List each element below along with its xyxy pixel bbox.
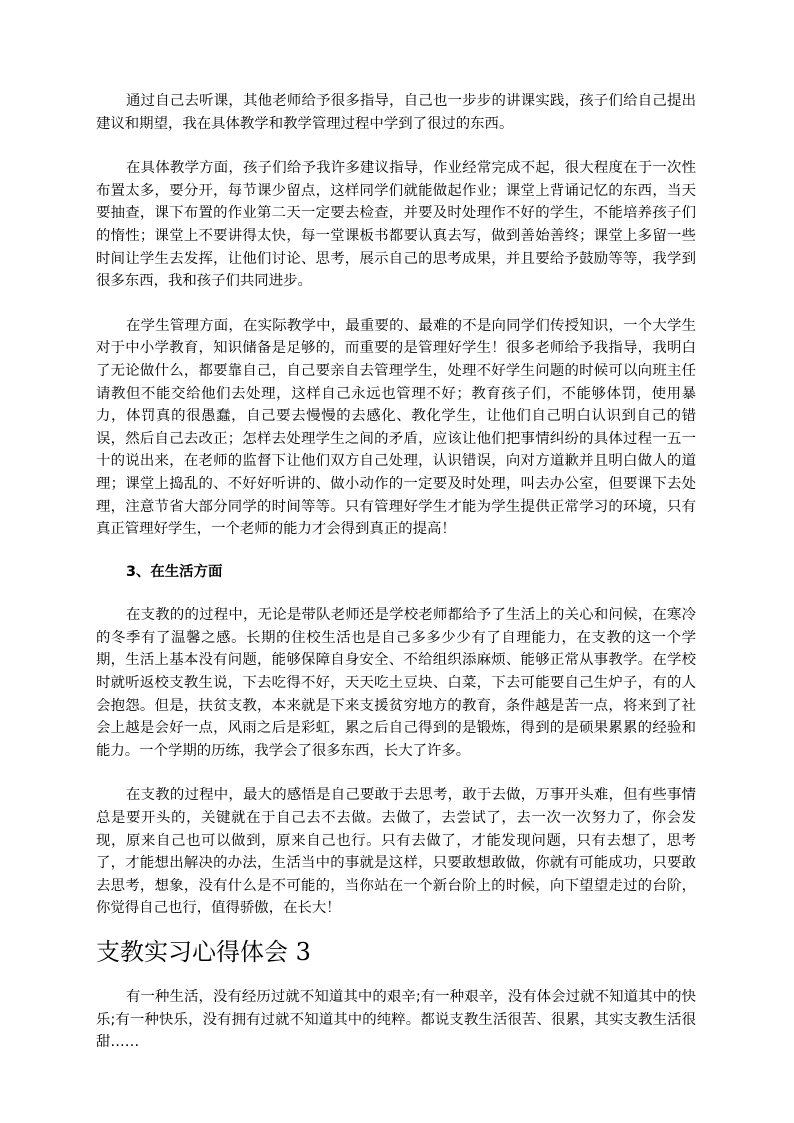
document-page xyxy=(96,90,696,1054)
paragraph-insight: 在支教的过程中，最大的感悟是自己要敢于去思考，敢于去做，万事开头难，但有些事情总是要开头的，关键就在于自己去不去做。去做了，去尝试了，去一次一次努力了，你会发现，原来自己也可以做到，原来自己也行。只有去做了，才能发现问题，只有去想了，思考了，才能想出解决的办法，生活当中的事就是这样，只要敢想敢做，你就有可能成功，只要敢去思考，想象，没有什么是不可能的，当你站在一个新台阶上的时候，向下望望走过的台阶，你觉得自己也行，值得骄傲，在长大！ xyxy=(96,787,696,917)
paragraph-life-care: 在支教的的过程中，无论是带队老师还是学校老师都给予了生活上的关心和问候，在寒冷的冬季有了温馨之感。长期的住校生活也是自己多多少少有了自理能力，在支教的这一个学期，生活上基本没有问题，能够保障自身安全、不给组织添麻烦、能够正常从事教学。在学校时就听返校支教生说，下去吃得不好，天天吃土豆块、白菜，下去可能要自己生炉子，有的人会抱怨。但是，扶贫支教，本来就是下来支援贫穷地方的教育，条件越是苦一点，将来到了社会上越是会好一点，风雨之后是彩虹，累之后自己得到的是锻炼，得到的是硕果累累的经验和能力。一个学期的历练，我学会了很多东西，长大了许多。 xyxy=(96,607,696,759)
section-subheading-life: 3、在生活方面 xyxy=(126,563,223,580)
section-heading-experience-3: 支教实习心得体会 3 xyxy=(96,938,311,966)
paragraph-teaching-aspect: 在具体教学方面，孩子们给予我许多建议指导，作业经常完成不起，很大程度在于一次性布置太多，要分开，每节课少留点，这样同学们就能做起作业；课堂上背诵记忆的东西，当天要抽查，课下布置的作业第二天一定要去检查，并要及时处理作不好的学生，不能培养孩子们的惰性；课堂上不要讲得太快，每一堂课板书都要认真去写，做到善始善终；课堂上多留一些时间让学生去发挥，让他们讨论、思考，展示自己的思考成果，并且要给予鼓励等等，我学到很多东西，我和孩子们共同进步。 xyxy=(96,160,696,290)
paragraph-student-management: 在学生管理方面，在实际教学中，最重要的、最难的不是向同学们传授知识，一个大学生对于中小学教育，知识储备是足够的，而重要的是管理好学生！很多老师给予我指导，我明白了无论做什么，都要靠自己，自己要亲自去管理学生，处理不好学生问题的时候可以向班主任请教但不能交给他们去处理，这样自己永远也管理不好；教育孩子们，不能够体罚，使用暴力，体罚真的很愚蠢，自己要去慢慢的去感化、教化学生，让他们自己明白认识到自己的错误，然后自己去改正；怎样去处理学生之间的矛盾，应该让他们把事情纠纷的具体过程一五一十的说出来，在老师的监督下让他们双方自己处理，认识错误，向对方道歉并且明白做人的道理；课堂上捣乱的、不好好听讲的、做小动作的一定要及时处理，叫去办公室，但要课下去处理，注意节省大部分同学的时间等等。只有管理好学生才能为学生提供正常学习的环境，只有真正管理好学生，一个老师的能力才会得到真正的提高！ xyxy=(96,317,696,538)
paragraph-lecture-practice: 通过自己去听课，其他老师给予很多指导，自己也一步步的讲课实践，孩子们给自己提出建议和期望，我在具体教学和教学管理过程中学到了很过的东西。 xyxy=(96,93,696,132)
paragraph-kind-of-life: 有一种生活，没有经历过就不知道其中的艰辛;有一种艰辛，没有体会过就不知道其中的快乐;有一种快乐，没有拥有过就不知道其中的纯粹。都说支教生活很苦、很累，其实支教生活很甜…… xyxy=(96,989,696,1051)
